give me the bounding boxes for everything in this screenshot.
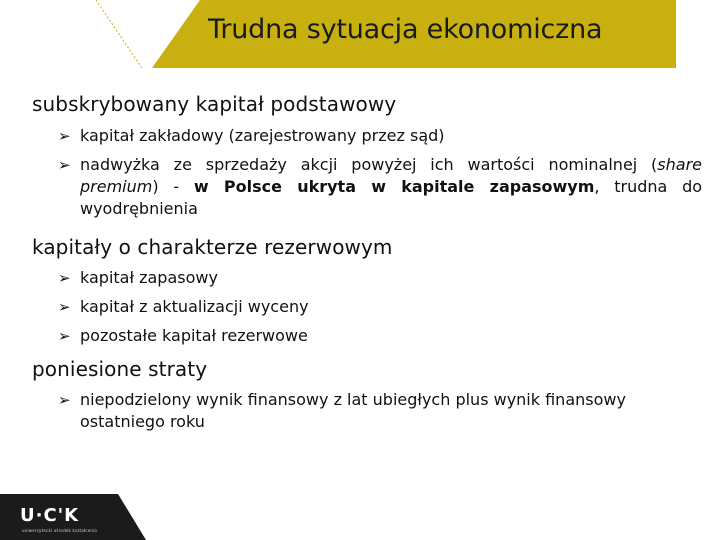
page-title: Trudna sytuacja ekonomiczna: [208, 14, 603, 45]
list-item-text: kapitał z aktualizacji wyceny: [80, 297, 309, 316]
list-item-text: kapitał zakładowy (zarejestrowany przez sąd): [80, 126, 445, 145]
footer-band-shape: [0, 494, 720, 540]
footer-band: [0, 494, 720, 540]
list-item-text: kapitał zapasowy: [80, 268, 218, 287]
section-heading-losses: poniesione straty: [32, 357, 208, 381]
list-item: [58, 267, 702, 289]
list-item-text-bold: w Polsce ukryta w kapitale zapasowym: [193, 177, 595, 196]
list-item-text-before: nadwyżka ze sprzedaży akcji powyżej ich wartości nominalnej (: [80, 155, 658, 174]
arrow-bullet-icon: ➢: [58, 327, 71, 345]
list-item-text: pozostałe kapitał rezerwowe: [80, 326, 308, 345]
list-item-text: niepodzielony wynik finansowy z lat ubiegłych plus wynik finansowy ostatniego roku: [80, 390, 626, 431]
list-item-text-mid: ) -: [152, 177, 194, 196]
arrow-bullet-icon: ➢: [58, 127, 71, 145]
list-item: [58, 154, 703, 220]
arrow-bullet-icon: ➢: [58, 156, 71, 174]
title-band: [0, 0, 720, 68]
section-heading-reserve-capital: kapitały o charakterze rezerwowym: [32, 235, 393, 259]
list-item: [58, 325, 702, 347]
arrow-bullet-icon: ➢: [58, 391, 71, 409]
section-heading-share-capital: subskrybowany kapitał podstawowy: [32, 92, 397, 116]
arrow-bullet-icon: ➢: [58, 269, 71, 287]
logo-subtitle: uniwersytecki ośrodek kształcenia: [22, 528, 98, 533]
logo: U·C'K: [20, 505, 80, 526]
list-item-text-italic: share premium: [80, 155, 702, 196]
arrow-bullet-icon: ➢: [58, 298, 71, 316]
list-item: [58, 389, 702, 433]
list-item: [58, 296, 702, 318]
list-item-text-after: , trudna do wyodrębnienia: [80, 177, 703, 218]
list-item: [58, 125, 702, 147]
